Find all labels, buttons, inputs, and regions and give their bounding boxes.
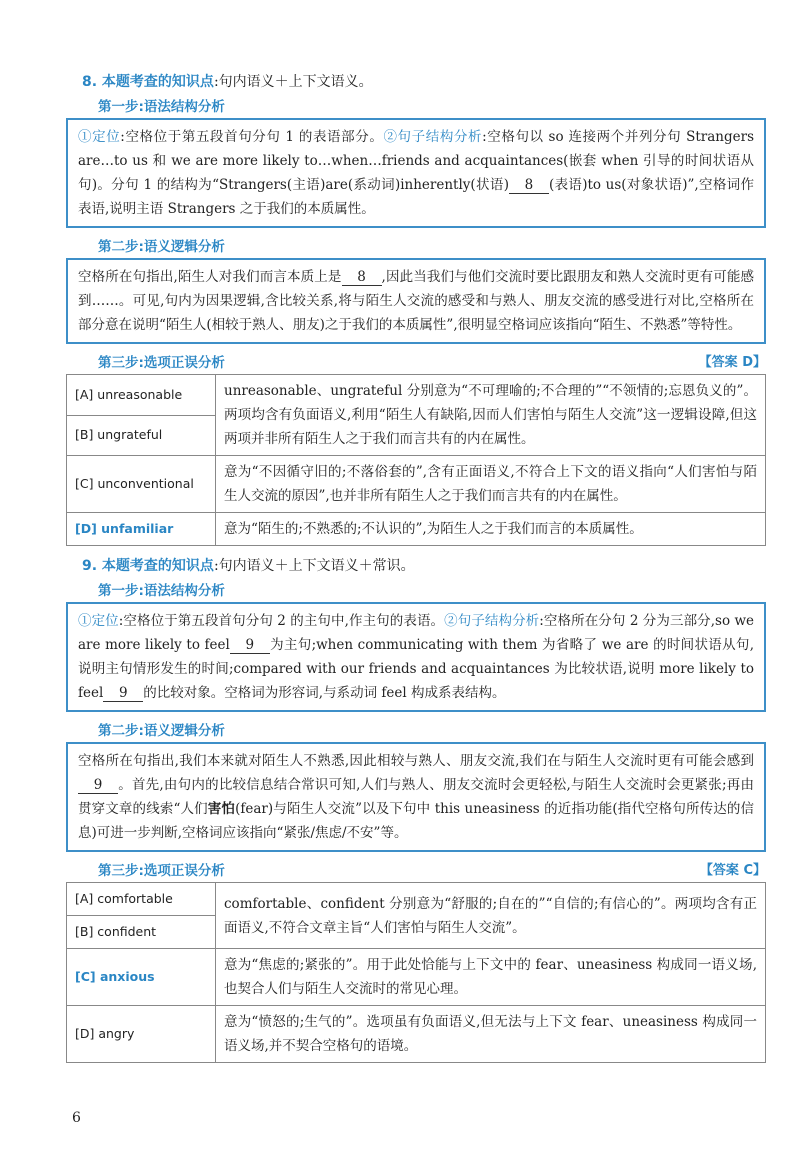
q8-structure-text: :空格句以 so 连接两个并列分句 Strangers are…to us 和 we are more likely to…when…friends and acquaintances(嵌套 when 引导的时间状语从句)。分句 1 的结构为“Strangers(主语)are(系动词)inherently(状语) <box>78 129 754 193</box>
q8-topic: :句内语义＋上下文语义。 <box>213 74 373 90</box>
q8-structure-label: ②句子结构分析 <box>383 129 483 145</box>
q9-step2-box <box>66 742 766 852</box>
q9-step3-title <box>98 860 766 882</box>
q8-option-d-explanation: 意为“陌生的;不熟悉的;不认识的”,为陌生人之于我们而言的本质属性。 <box>216 513 766 546</box>
q9-logic-text-end: (fear)与陌生人交流”以及下句中 this uneasiness 的近指功能(指代空格句所传达的信息)可进一步判断,空格词应该指向“紧张/焦虑/不安”等。 <box>78 801 755 841</box>
q9-blank-2: 9 <box>103 685 143 702</box>
q9-locate-label: ①定位 <box>78 613 119 629</box>
table-row <box>67 456 766 513</box>
table-row <box>67 949 766 1006</box>
q8-step2-title: 第二步:语义逻辑分析 <box>98 239 225 255</box>
q9-structure-label: ②句子结构分析 <box>444 613 540 629</box>
q8-structure-text-end: (表语)to us(对象状语)”,空格词作表语,说明主语 Strangers 之于我们的本质属性。 <box>78 177 754 217</box>
q9-logic-bold: 害怕 <box>207 801 236 817</box>
q8-locate-text: :空格位于第五段首句分句 1 的表语部分。 <box>120 129 384 145</box>
q8-step3-title <box>98 352 766 374</box>
q9-option-d: [D] angry <box>67 1006 216 1063</box>
q9-option-c: [C] anxious <box>67 949 216 1006</box>
q8-number-title: 8. 本题考查的知识点 <box>82 74 214 90</box>
q9-step3-label: 第三步:选项正误分析 <box>98 863 225 879</box>
q9-number-title: 9. 本题考查的知识点 <box>82 558 214 574</box>
q8-blank: 8 <box>509 177 549 194</box>
q9-option-a: [A] comfortable <box>67 883 216 916</box>
q9-heading <box>82 556 766 576</box>
q8-options-table <box>66 374 766 546</box>
q9-option-c-explanation: 意为“焦虑的;紧张的”。用于此处恰能与上下文中的 fear、uneasiness 构成同一语义场,也契合人们与陌生人交流时的常见心理。 <box>216 949 766 1006</box>
q8-step1-box <box>66 118 766 228</box>
q9-answer-badge: 【答案 C】 <box>699 863 766 878</box>
q8-answer-badge: 【答案 D】 <box>698 355 766 370</box>
table-row <box>67 883 766 916</box>
q8-logic-text-end: ,因此当我们与他们交流时要比跟朋友和熟人交流时更有可能感到……。可见,句内为因果逻辑,含比较关系,将与陌生人交流的感受和与熟人、朋友交流的感受进行对比,空格所在部分意在说明“陌生人(相较于熟人、朋友)之于我们的本质属性”,很明显空格词应该指向“陌生、不熟悉”等特性。 <box>78 269 755 333</box>
q9-structure-text: :空格所在分句 2 分为三部分,so we are more likely to feel <box>78 613 755 653</box>
q8-option-c: [C] unconventional <box>67 456 216 513</box>
page-content <box>66 72 766 1073</box>
q9-structure-text-mid: 为主句;when communicating with them 为省略了 we are 的时间状语从句,说明主句情形发生的时间;compared with our friends and acquaintances 为比较状语,说明 more likely to feel <box>78 637 754 701</box>
q8-option-c-explanation: 意为“不因循守旧的;不落俗套的”,含有正面语义,不符合上下文的语义指向“人们害怕与陌生人交流的原因”,也并非所有陌生人之于我们而言共有的内在属性。 <box>216 456 766 513</box>
q9-step1-box <box>66 602 766 712</box>
q8-option-a: [A] unreasonable <box>67 375 216 416</box>
q8-option-ab-explanation: unreasonable、ungrateful 分别意为“不可理喻的;不合理的”“不领情的;忘恩负义的”。两项均含有负面语义,利用“陌生人有缺陷,因而人们害怕与陌生人交流”这一逻辑设障,但这两项并非所有陌生人之于我们而言共有的内在属性。 <box>216 375 766 456</box>
q9-blank-3: 9 <box>78 777 118 794</box>
q8-option-d: [D] unfamiliar <box>67 513 216 546</box>
q9-topic: :句内语义＋上下文语义＋常识。 <box>213 558 415 574</box>
table-row <box>67 1006 766 1063</box>
q8-step1-title: 第一步:语法结构分析 <box>98 99 225 115</box>
q9-option-ab-explanation: comfortable、confident 分别意为“舒服的;自在的”“自信的;有信心的”。两项均含有正面语义,不符合文章主旨“人们害怕与陌生人交流”。 <box>216 883 766 949</box>
q8-step3-label: 第三步:选项正误分析 <box>98 355 225 371</box>
q9-locate-text: :空格位于第五段首句分句 2 的主句中,作主句的表语。 <box>118 613 445 629</box>
q9-step1-title: 第一步:语法结构分析 <box>98 583 225 599</box>
table-row <box>67 375 766 416</box>
q8-step2-box <box>66 258 766 344</box>
q9-logic-text: 空格所在句指出,我们本来就对陌生人不熟悉,因此相较与熟人、朋友交流,我们在与陌生人交流时更有可能会感到 <box>78 753 754 769</box>
q9-blank: 9 <box>230 637 270 654</box>
q8-option-b: [B] ungrateful <box>67 415 216 456</box>
q9-step2-title: 第二步:语义逻辑分析 <box>98 723 225 739</box>
q8-logic-text: 空格所在句指出,陌生人对我们而言本质上是 <box>78 269 342 285</box>
q9-options-table <box>66 882 766 1063</box>
page-number: 6 <box>72 1110 81 1126</box>
q9-option-d-explanation: 意为“愤怒的;生气的”。选项虽有负面语义,但无法与上下文 fear、uneasiness 构成同一语义场,并不契合空格句的语境。 <box>216 1006 766 1063</box>
q8-heading <box>82 72 766 92</box>
q8-blank-2: 8 <box>342 269 382 286</box>
q8-locate-label: ①定位 <box>78 129 121 145</box>
table-row <box>67 513 766 546</box>
q9-option-b: [B] confident <box>67 916 216 949</box>
q9-structure-text-end: 的比较对象。空格词为形容词,与系动词 feel 构成系表结构。 <box>143 685 506 701</box>
q9-logic-text-mid: 。首先,由句内的比较信息结合常识可知,人们与熟人、朋友交流时会更轻松,与陌生人交流时会更紧张;再由贯穿文章的线索“人们 <box>78 777 754 817</box>
